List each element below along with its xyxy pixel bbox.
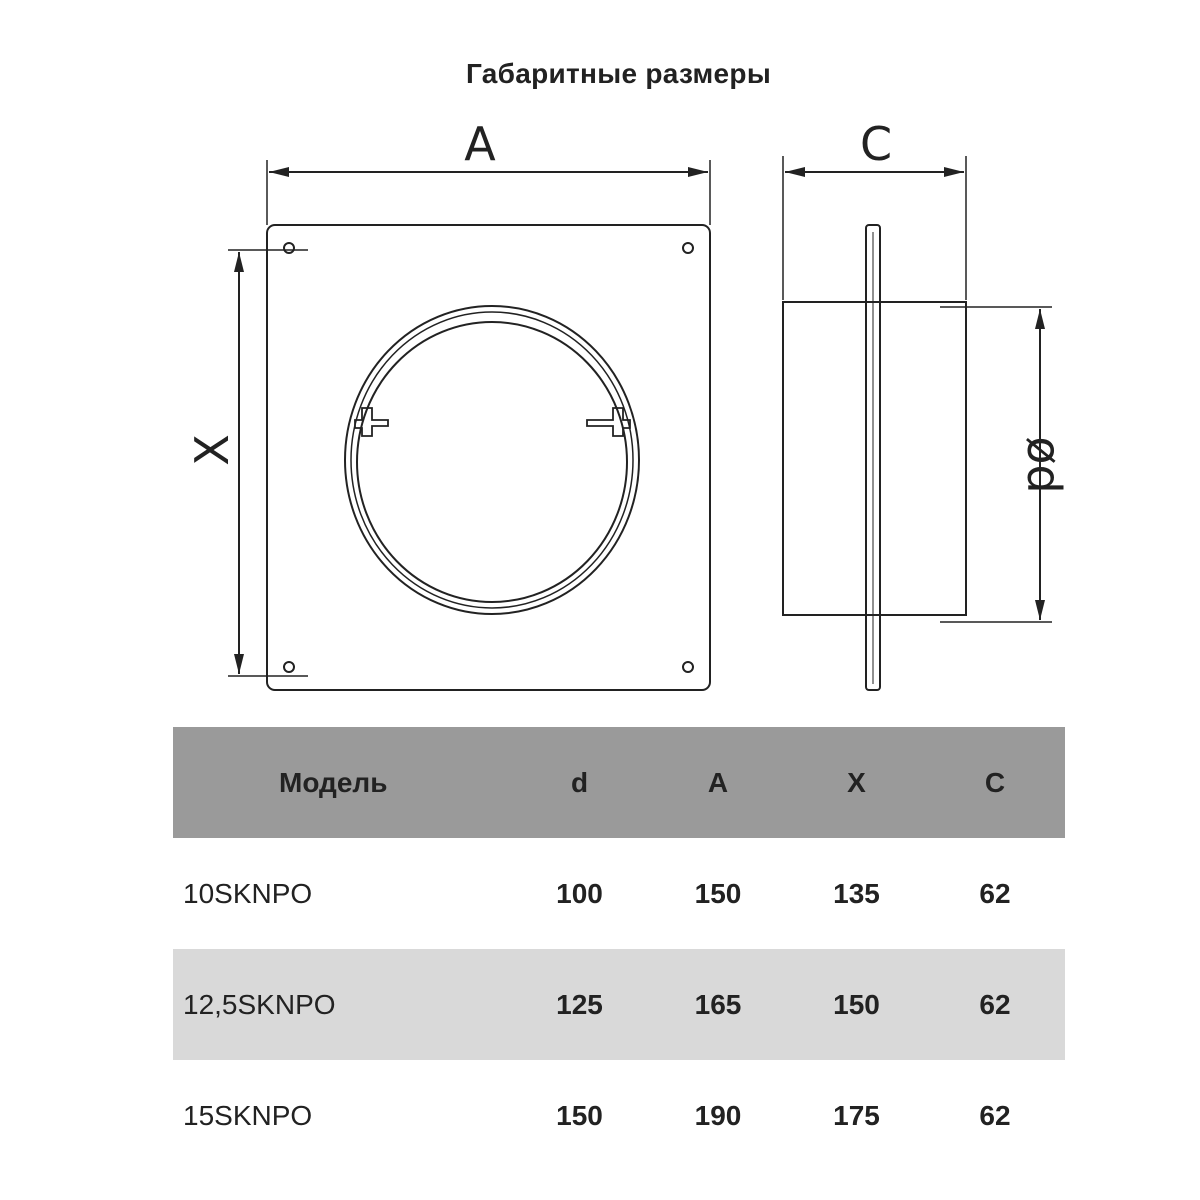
- header-d: d: [570, 766, 589, 798]
- c-cell: 62: [979, 877, 1011, 909]
- page-title: Габаритные размеры: [465, 58, 772, 89]
- d-cell: 100: [556, 877, 603, 909]
- model-cell: 12,5SKNPO: [183, 988, 336, 1020]
- table-header-row: [173, 727, 1065, 838]
- duct-collar-outer: [345, 306, 639, 614]
- d-cell: 150: [556, 1099, 603, 1131]
- table-row: [173, 1060, 1065, 1171]
- a-cell: 165: [694, 988, 742, 1020]
- damper-pivot-right: [587, 408, 630, 436]
- x-cell: 175: [833, 1099, 880, 1131]
- table-row: [173, 949, 1065, 1060]
- d-cell: 125: [556, 988, 603, 1020]
- front-view: [267, 225, 710, 690]
- side-view: [783, 225, 966, 690]
- x-cell: 135: [833, 877, 880, 909]
- dimension-label-x: X: [185, 434, 239, 466]
- duct-body: [783, 302, 966, 615]
- duct-collar-mid: [351, 312, 633, 608]
- mounting-hole: [284, 243, 294, 253]
- mounting-hole: [284, 662, 294, 672]
- header-x: X: [847, 766, 866, 798]
- header-model: Модель: [279, 766, 388, 798]
- a-cell: 150: [694, 877, 742, 909]
- model-cell: 15SKNPO: [183, 1099, 313, 1131]
- table-row: [173, 838, 1065, 949]
- dimension-label-c: C: [859, 117, 893, 171]
- model-cell: 10SKNPO: [183, 877, 313, 909]
- c-cell: 62: [979, 988, 1011, 1020]
- dimension-label-a: A: [464, 117, 496, 171]
- flange-plate: [267, 225, 710, 690]
- mounting-hole: [683, 662, 693, 672]
- dimension-c: [783, 156, 966, 300]
- dimension-label-d: ød: [1017, 436, 1071, 494]
- c-cell: 62: [979, 1099, 1011, 1131]
- a-cell: 190: [694, 1099, 742, 1131]
- header-c: C: [984, 766, 1006, 798]
- x-cell: 150: [833, 988, 880, 1020]
- duct-collar-inner: [357, 322, 627, 602]
- mounting-hole: [683, 243, 693, 253]
- dimensions-table: [173, 727, 1065, 1171]
- header-a: A: [707, 766, 729, 798]
